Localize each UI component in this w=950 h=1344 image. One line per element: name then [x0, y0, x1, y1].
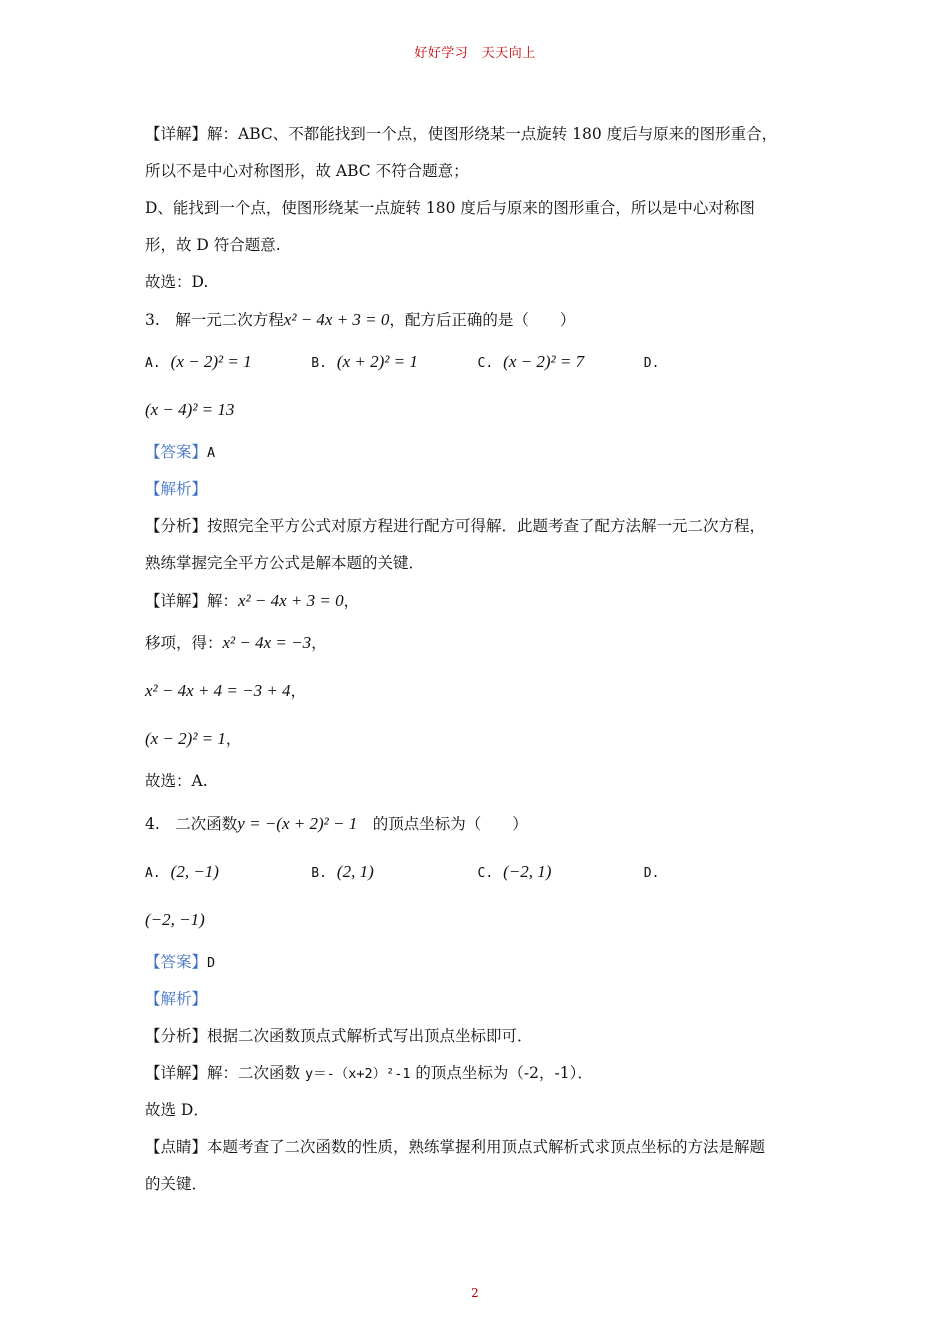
q4-option-c[interactable]: C. (−2, 1)	[477, 862, 552, 881]
q3-options	[145, 338, 810, 386]
page-number: 2	[471, 1286, 479, 1300]
q4-stem	[145, 800, 810, 848]
q3-option-b[interactable]: B. (x + 2)² = 1	[311, 352, 418, 371]
q4-answer	[145, 944, 810, 981]
page-header: 好好学习 天天向上	[414, 46, 536, 61]
q4-analysis-tag: 【解析】	[145, 990, 208, 1008]
q4-xiangjie: 【详解】解：二次函数 y＝-（x+2）²-1 的顶点坐标为（-2，-1）．	[145, 1064, 593, 1082]
document-body	[145, 116, 810, 1203]
q3-stem	[145, 301, 810, 338]
q4-options	[145, 848, 810, 896]
q3-option-a[interactable]: A. (x − 2)² = 1	[145, 352, 252, 371]
q3-stem-prefix: 3. 解一元二次方程	[145, 311, 284, 329]
q3-answer	[145, 434, 810, 471]
q3-option-d[interactable]: D.	[643, 356, 660, 371]
q3-step-3: x² − 4x + 4 = −3 + 4，	[145, 681, 307, 700]
q3-answer-value: A	[207, 445, 216, 461]
q4-option-d-wrapped: (−2, −1)	[145, 910, 205, 929]
q2-explanation-line-4: 形，故 D 符合题意.	[145, 236, 281, 254]
q4-stem-suffix: 的顶点坐标为（ ）	[372, 815, 528, 833]
q3-conclusion: 故选：A.	[145, 772, 208, 790]
q2-explanation-line-1: 【详解】解：ABC、不都能找到一个点，使图形绕某一点旋转 180 度后与原来的图形重合，	[145, 125, 778, 143]
q2-explanation-line-2: 所以不是中心对称图形，故 ABC 不符合题意；	[145, 162, 469, 180]
q4-option-b[interactable]: B. (2, 1)	[311, 862, 374, 881]
q3-fenxi-line-1: 【分析】按照完全平方公式对原方程进行配方可得解．此题考查了配方法解一元二次方程，	[145, 517, 766, 535]
answer-tag: 【答案】	[145, 443, 208, 461]
q4-stem-prefix: 4. 二次函数	[145, 815, 238, 833]
q3-fenxi-line-2: 熟练掌握完全平方公式是解本题的关键．	[145, 554, 425, 572]
q4-dianjing-line-2: 的关键．	[145, 1175, 208, 1193]
q3-stem-suffix: ，配方后正确的是（ ）	[389, 311, 576, 329]
q2-explanation-line-3: D、能找到一个点，使图形绕某一点旋转 180 度后与原来的图形重合，所以是中心对称图	[145, 199, 755, 217]
q4-conclusion: 故选 D．	[145, 1101, 209, 1119]
q4-option-d[interactable]: D.	[643, 866, 660, 881]
q3-step-1: 【详解】解：x² − 4x + 3 = 0，	[145, 591, 360, 610]
q2-conclusion: 故选：D.	[145, 273, 209, 291]
q3-step-2: 移项，得：x² − 4x = −3，	[145, 633, 327, 652]
q3-option-c[interactable]: C. (x − 2)² = 7	[477, 352, 585, 371]
q3-analysis-tag: 【解析】	[145, 480, 208, 498]
answer-tag: 【答案】	[145, 953, 208, 971]
q3-option-d-wrapped: (x − 4)² = 13	[145, 400, 235, 419]
q4-answer-value: D	[207, 955, 216, 971]
q3-step-4: (x − 2)² = 1，	[145, 729, 242, 748]
q4-option-a[interactable]: A. (2, −1)	[145, 862, 219, 881]
q4-stem-equation: y = −(x + 2)² − 1	[237, 814, 358, 833]
q4-fenxi: 【分析】根据二次函数顶点式解析式写出顶点坐标即可．	[145, 1027, 533, 1045]
q3-stem-equation: x² − 4x + 3 = 0	[283, 310, 390, 329]
q4-dianjing-line-1: 【点睛】本题考查了二次函数的性质，熟练掌握利用顶点式解析式求顶点坐标的方法是解题	[145, 1138, 766, 1156]
